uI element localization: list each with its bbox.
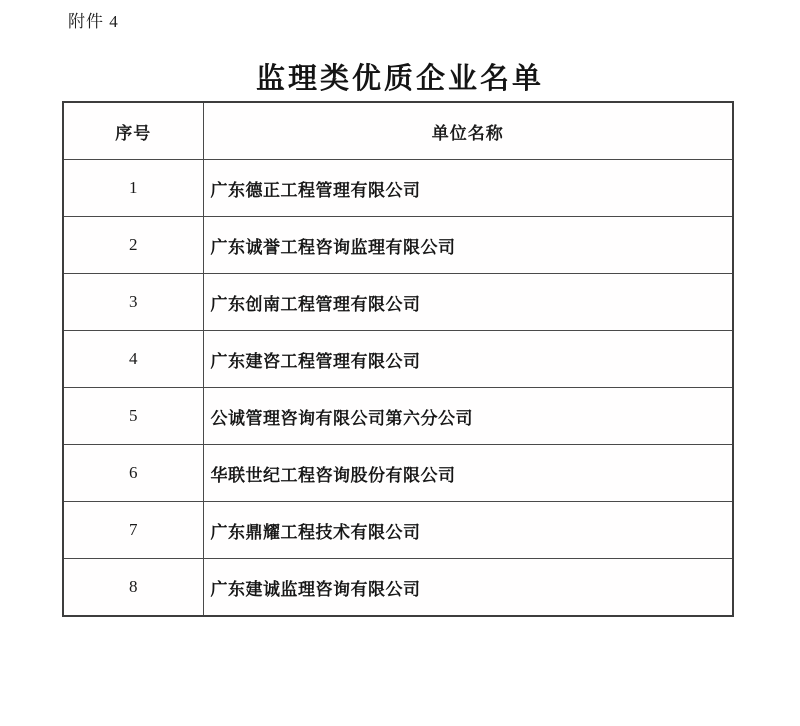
serial-number-cell: 5: [63, 388, 203, 445]
attachment-label: 附件 4: [68, 12, 119, 31]
table-row: [63, 331, 733, 388]
header-serial-number: 序号: [63, 102, 203, 160]
company-name-cell: 广东德正工程管理有限公司: [203, 160, 733, 217]
serial-number-cell: 7: [63, 502, 203, 559]
serial-number-cell: 8: [63, 559, 203, 617]
table-row: [63, 445, 733, 502]
company-name-cell: 华联世纪工程咨询股份有限公司: [203, 445, 733, 502]
serial-number-cell: 6: [63, 445, 203, 502]
table-header-row: [63, 102, 733, 160]
company-name-cell: 公诚管理咨询有限公司第六分公司: [203, 388, 733, 445]
company-name-cell: 广东创南工程管理有限公司: [203, 274, 733, 331]
company-name-cell: 广东鼎耀工程技术有限公司: [203, 502, 733, 559]
page-title: 监理类优质企业名单: [255, 63, 544, 95]
table-row: [63, 274, 733, 331]
serial-number-cell: 1: [63, 160, 203, 217]
table-row: [63, 160, 733, 217]
company-name-cell: 广东建诚监理咨询有限公司: [203, 559, 733, 617]
serial-number-cell: 2: [63, 217, 203, 274]
table-row: [63, 559, 733, 617]
table-row: [63, 217, 733, 274]
company-table-container: [62, 101, 734, 617]
company-table: [62, 101, 734, 617]
header-unit-name: 单位名称: [203, 102, 733, 160]
serial-number-cell: 3: [63, 274, 203, 331]
company-name-cell: 广东诚誉工程咨询监理有限公司: [203, 217, 733, 274]
table-row: [63, 388, 733, 445]
serial-number-cell: 4: [63, 331, 203, 388]
table-row: [63, 502, 733, 559]
company-name-cell: 广东建咨工程管理有限公司: [203, 331, 733, 388]
